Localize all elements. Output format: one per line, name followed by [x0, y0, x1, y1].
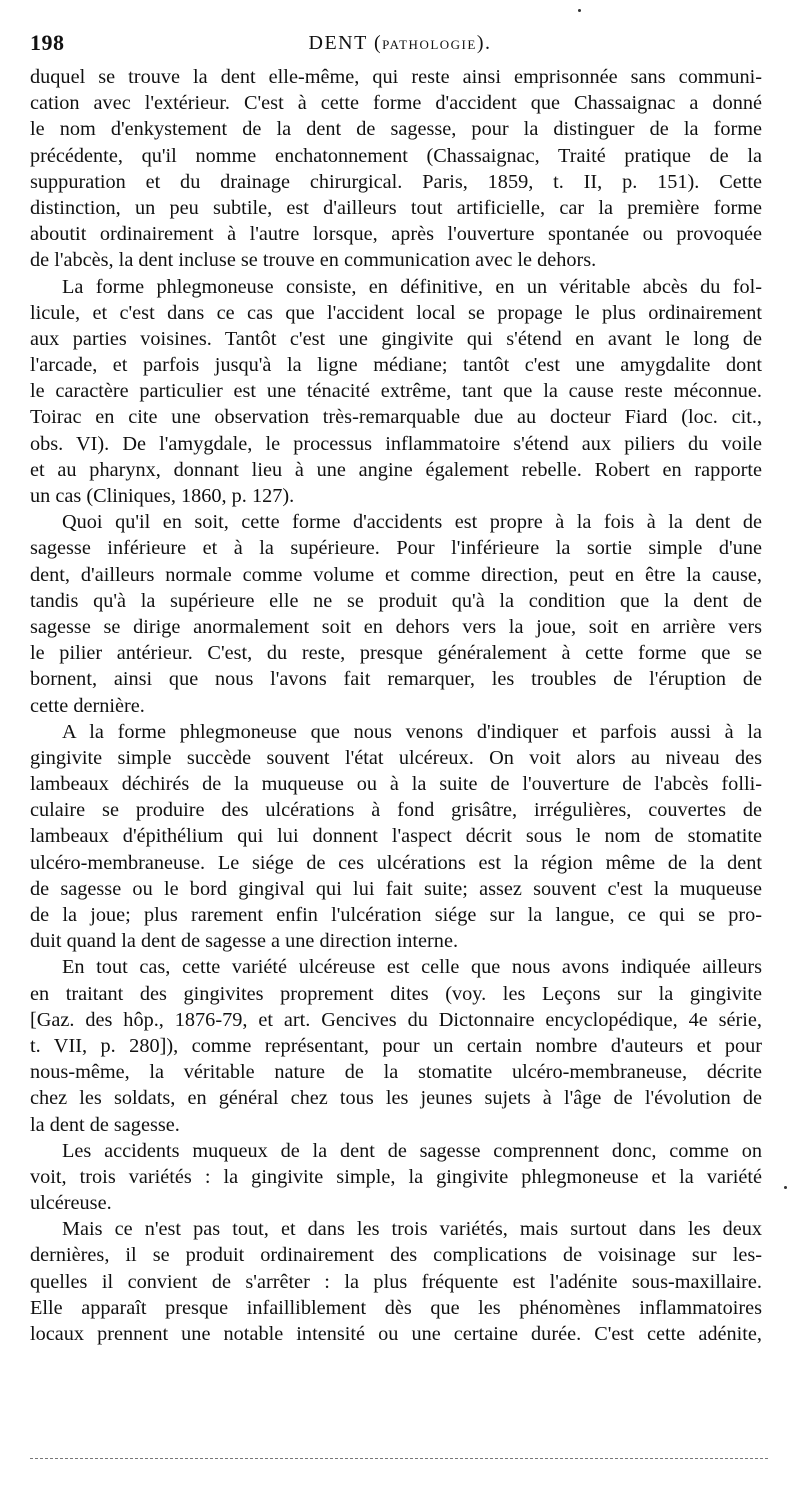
text-line: Mais ce n'est pas tout, et dans les trois variétés, mais surtout dans les deux — [62, 1218, 762, 1241]
text-line: le nom d'enkystement de la dent de sagesse, pour la distinguer de la forme — [30, 118, 762, 141]
text-line: nous-même, la véritable nature de la stomatite ulcéro-membraneuse, décrite — [30, 1061, 762, 1084]
text-line: Toirac en cite une observation très-remarquable due au docteur Fiard (loc. cit., — [30, 406, 762, 429]
text-line: aux parties voisines. Tantôt c'est une gingivite qui s'étend en avant le long de — [30, 327, 762, 350]
text-line: licule, et c'est dans ce cas que l'accident local se propage le plus ordinairement — [30, 301, 762, 324]
running-title-small: PATHOLOGIE — [382, 37, 477, 52]
text-line: obs. VI). De l'amygdale, le processus inflammatoire s'étend aux piliers du voile — [30, 432, 762, 455]
text-line: t. VII, p. 280]), comme représentant, pour un certain nombre d'auteurs et pour — [30, 1034, 762, 1057]
text-line: chez les soldats, en général chez tous les jeunes sujets à l'âge de l'évolution de — [30, 1087, 762, 1110]
text-line: l'arcade, et parfois jusqu'à la ligne médiane; tantôt c'est une amygdalite dont — [30, 354, 762, 377]
text-line: la dent de sagesse. — [30, 1113, 180, 1136]
text-line: de sagesse ou le bord gingival qui lui fait suite; assez souvent c'est la muqueuse — [30, 877, 762, 900]
text-line: et au pharynx, donnant lieu à une angine également rebelle. Robert en rapporte — [30, 458, 762, 481]
text-line: un cas (Cliniques, 1860, p. 127). — [30, 485, 295, 507]
text-line: Les accidents muqueux de la dent de sagesse comprennent donc, comme on — [62, 1139, 762, 1162]
text-line: de l'abcès, la dent incluse se trouve en communication avec le dehors. — [30, 249, 597, 272]
text-line: sagesse inférieure et à la supérieure. Pour l'inférieure la sortie simple d'une — [30, 537, 762, 560]
text-line: tandis qu'à la supérieure elle ne se produit qu'à la condition que la dent de — [30, 589, 762, 612]
text-line: culaire se produire des ulcérations à fond grisâtre, irrégulières, couvertes de — [30, 799, 762, 822]
text-line: duquel se trouve la dent elle-même, qui reste ainsi emprisonnée sans communi- — [30, 66, 762, 88]
text-line: ulcéreuse. — [30, 1192, 112, 1215]
text-line: Quoi qu'il en soit, cette forme d'accidents est propre à la fois à la dent de — [62, 511, 762, 534]
ink-mark — [784, 1186, 787, 1189]
text-line: duit quand la dent de sagesse a une direction interne. — [30, 930, 459, 953]
text-line: en traitant des gingivites proprement dites (voy. les Leçons sur la gingivite — [30, 982, 762, 1005]
text-line: Elle apparaît presque infailliblement dès que les phénomènes inflammatoires — [30, 1296, 762, 1319]
footer-rule — [30, 1458, 768, 1459]
text-line: distinction, un peu subtile, est d'ailleurs tout artificielle, car la première forme — [30, 196, 762, 219]
text-line: [Gaz. des hôp., 1876-79, et art. Gencives du Dictonnaire encyclopédique, 4e série, — [30, 1008, 762, 1031]
text-line: suppuration et du drainage chirurgical. Paris, 1859, t. II, p. 151). Cette — [30, 170, 762, 193]
text-line: sagesse se dirige anormalement soit en dehors vers la joue, soit en arrière vers — [30, 615, 762, 638]
text-line: cation avec l'extérieur. C'est à cette forme d'accident que Chassaignac a donné — [30, 92, 762, 115]
text-line: ulcéro-membraneuse. Le siége de ces ulcérations est la région même de la dent — [30, 851, 762, 874]
text-line: En tout cas, cette variété ulcéreuse est celle que nous avons indiquée ailleurs — [62, 956, 762, 979]
page-number: 198 — [30, 30, 65, 55]
text-line: aboutit ordinairement à l'autre lorsque, après l'ouverture spontanée ou provoquée — [30, 223, 762, 246]
text-line: La forme phlegmoneuse consiste, en définitive, en un véritable abcès du fol- — [62, 275, 762, 298]
text-line: dernières, il se produit ordinairement des complications de voisinage sur les- — [30, 1244, 762, 1267]
text-line: dent, d'ailleurs normale comme volume et comme direction, peut en être la cause, — [30, 563, 762, 586]
running-title — [30, 32, 770, 55]
text-line: le caractère particulier est une ténacité extrême, tant que la cause reste méconnue. — [30, 380, 762, 403]
text-line: lambeaux déchirés de la muqueuse ou à la suite de l'ouverture de l'abcès folli- — [30, 773, 762, 796]
text-line: le pilier antérieur. C'est, du reste, presque généralement à cette forme que se — [30, 642, 762, 665]
text-line: bornent, ainsi que nous l'avons fait remarquer, les troubles de l'éruption de — [30, 668, 762, 691]
text-line: cette dernière. — [30, 694, 145, 717]
text-line: voit, trois variétés : la gingivite simple, la gingivite phlegmoneuse et la variété — [30, 1165, 762, 1188]
running-title-end: ). — [476, 32, 492, 54]
text-line: A la forme phlegmoneuse que nous venons d'indiquer et parfois aussi à la — [62, 720, 762, 743]
running-head — [30, 30, 770, 60]
text-line: locaux prennent une notable intensité ou une certaine durée. C'est cette adénite, — [30, 1323, 762, 1345]
running-title-main: DENT ( — [308, 32, 383, 54]
body-text — [30, 64, 762, 1347]
text-line: gingivite simple succède souvent l'état ulcéreux. On voit alors au niveau des — [30, 746, 762, 769]
text-line: de la joue; plus rarement enfin l'ulcération siége sur la langue, ce qui se pro- — [30, 904, 762, 926]
ink-mark — [578, 9, 581, 12]
text-line: lambeaux d'épithélium qui lui donnent l'aspect décrit sous le nom de stomatite — [30, 825, 762, 848]
text-line: précédente, qu'il nomme enchatonnement (Chassaignac, Traité pratique de la — [30, 144, 762, 167]
text-line: quelles il convient de s'arrêter : la plus fréquente est l'adénite sous-maxillaire. — [30, 1270, 762, 1293]
